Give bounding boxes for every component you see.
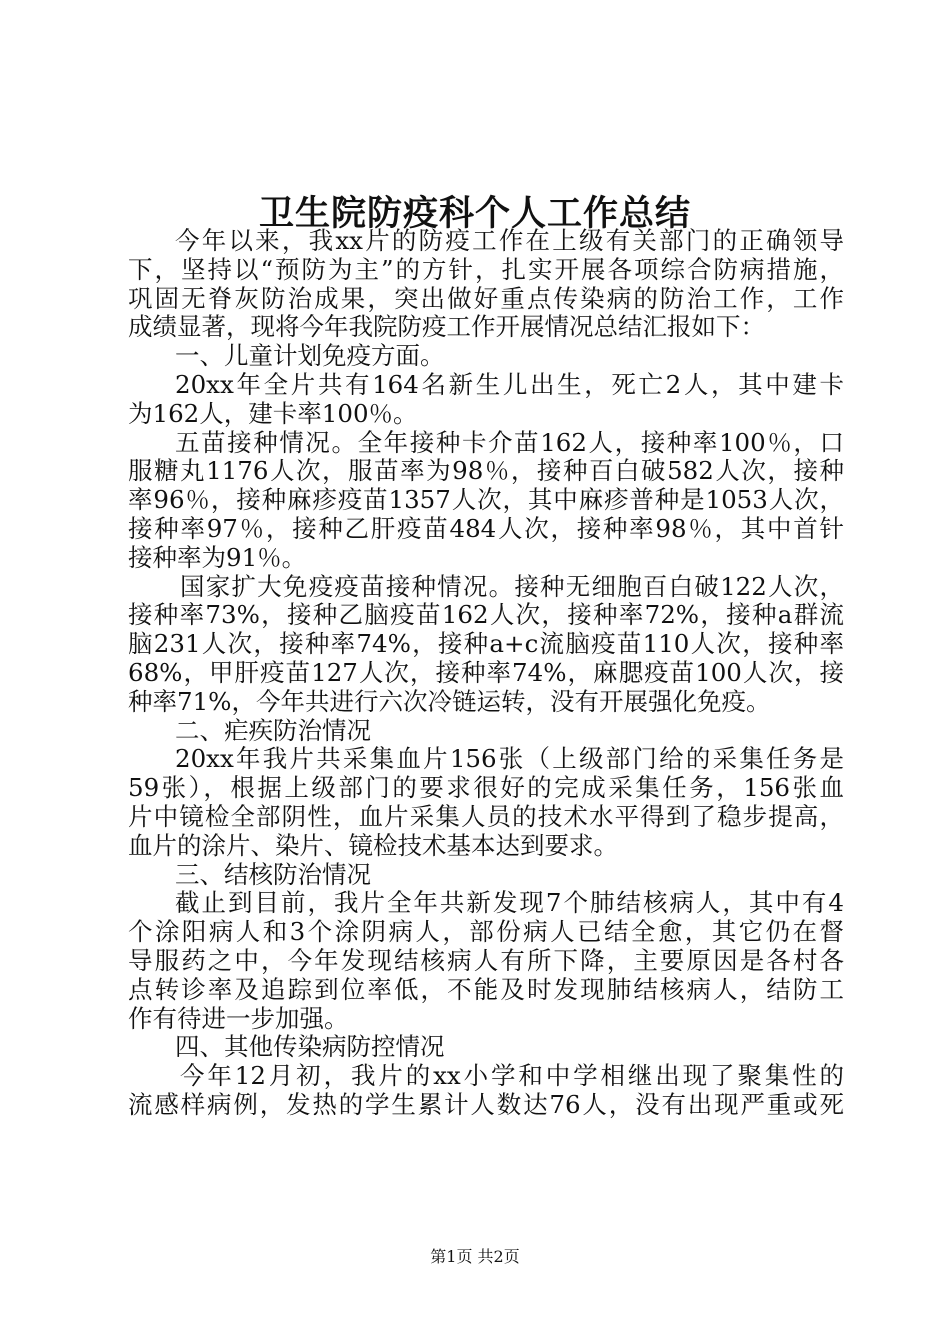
text-line: 20xx年我片共采集血片156张（上级部门给的采集任务是 bbox=[175, 744, 844, 774]
document-title: 卫生院防疫科个人工作总结 bbox=[258, 193, 691, 234]
text-line: 二、疟疾防治情况 bbox=[175, 715, 371, 745]
text-line: 作有待进一步加强。 bbox=[128, 1003, 349, 1033]
paragraph bbox=[128, 227, 844, 342]
text-line: 为162人，建卡率100％。 bbox=[128, 398, 418, 428]
text-line: 导服药之中，今年发现结核病人有所下降，主要原因是各村各 bbox=[128, 945, 844, 975]
text-line: 一、儿童计划免疫方面。 bbox=[175, 341, 445, 371]
paragraph bbox=[128, 1062, 844, 1120]
text-line: 脑231人次，接种率74%，接种a+c流脑疫苗110人次，接种率 bbox=[128, 629, 844, 659]
paragraph bbox=[128, 573, 844, 717]
paragraph bbox=[128, 429, 844, 573]
text-line: 20xx年全片共有164名新生儿出生，死亡2人，其中建卡 bbox=[175, 369, 844, 399]
text-line: 四、其他传染病防控情况 bbox=[175, 1032, 445, 1062]
text-line: 截止到目前，我片全年共新发现7个肺结核病人，其中有4 bbox=[175, 888, 844, 918]
paragraph bbox=[128, 342, 844, 371]
text-line: 流感样病例，发热的学生累计人数达76人，没有出现严重或死 bbox=[128, 1089, 844, 1119]
text-line: 率96％，接种麻疹疫苗1357人次，其中麻疹普种是1053人次， bbox=[128, 485, 844, 515]
text-line: 国家扩大免疫疫苗接种情况。接种无细胞百白破122人次， bbox=[180, 571, 844, 601]
paragraph bbox=[128, 371, 844, 429]
paragraph bbox=[128, 889, 844, 1033]
text-line: 三、结核防治情况 bbox=[175, 859, 371, 889]
text-line: 接种率73%，接种乙脑疫苗162人次，接种率72%，接种a群流 bbox=[128, 600, 844, 630]
paragraph bbox=[128, 745, 844, 860]
text-line: 接种率为91％。 bbox=[128, 542, 307, 572]
text-line: 今年12月初，我片的xx小学和中学相继出现了聚集性的 bbox=[180, 1061, 844, 1091]
paragraph bbox=[128, 1033, 844, 1062]
text-line: 服糖丸1176人次，服苗率为98％，接种百白破582人次，接种 bbox=[128, 456, 844, 486]
text-line: 个涂阳病人和3个涂阴病人，部份病人已结全愈，其它仍在督 bbox=[128, 917, 844, 947]
paragraph bbox=[128, 717, 844, 746]
document-body bbox=[128, 227, 844, 1120]
text-line: 接种率97％，接种乙肝疫苗484人次，接种率98％，其中首针 bbox=[128, 513, 844, 543]
text-line: 血片的涂片、染片、镜检技术基本达到要求。 bbox=[128, 830, 618, 860]
text-line: 片中镜检全部阴性，血片采集人员的技术水平得到了稳步提高， bbox=[128, 801, 844, 831]
text-line: 巩固无脊灰防治成果，突出做好重点传染病的防治工作，工作 bbox=[128, 283, 844, 313]
text-line: 59张），根据上级部门的要求很好的完成采集任务，156张血 bbox=[128, 773, 844, 803]
text-line: 68%，甲肝疫苗127人次，接种率74%，麻腮疫苗100人次，接 bbox=[128, 657, 844, 687]
text-line: 五苗接种情况。全年接种卡介苗162人，接种率100％，口 bbox=[175, 427, 844, 457]
text-line: 成绩显著，现将今年我院防疫工作开展情况总结汇报如下： bbox=[128, 312, 765, 342]
text-line: 今年以来，我xx片的防疫工作在上级有关部门的正确领导 bbox=[175, 226, 844, 255]
page-footer: 第1页 共2页 bbox=[430, 1247, 520, 1266]
text-line: 点转诊率及追踪到位率低，不能及时发现肺结核病人，结防工 bbox=[128, 974, 844, 1004]
text-line: 种率71%，今年共进行六次冷链运转，没有开展强化免疫。 bbox=[128, 686, 771, 716]
paragraph bbox=[128, 861, 844, 890]
text-line: 下，坚持以“预防为主”的方针，扎实开展各项综合防病措施， bbox=[128, 254, 844, 284]
